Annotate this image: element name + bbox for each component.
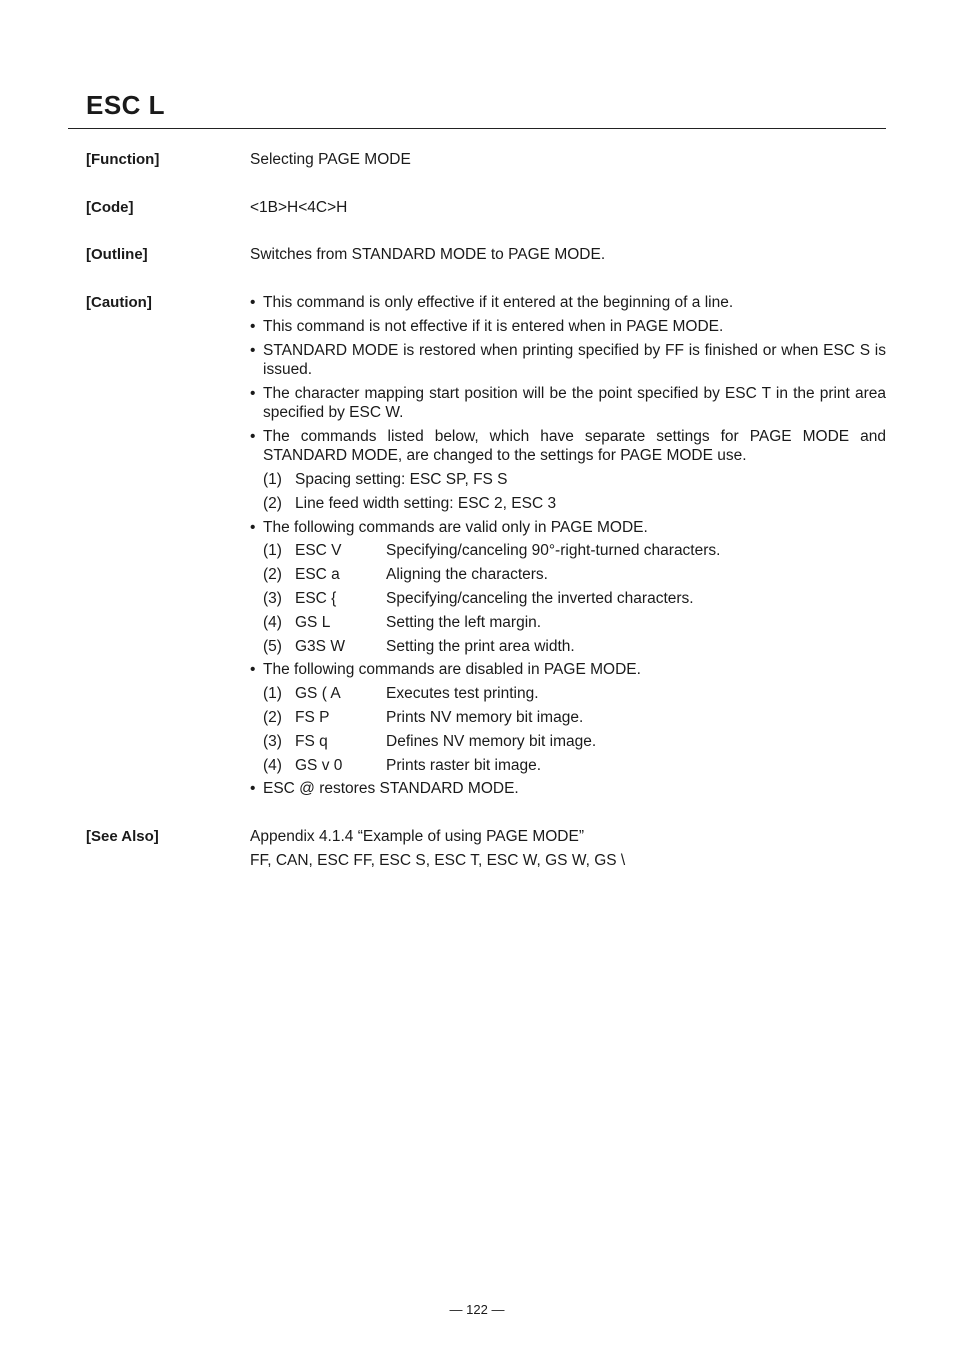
caution-item-text: The commands listed below, which have separate settings for PAGE MODE and STANDARD MODE, are changed to the settings for PAGE MODE use. [263, 428, 886, 464]
bullet-dot: • [250, 318, 256, 335]
caution-label: [Caution] [86, 294, 152, 311]
command-name: ESC a [295, 566, 340, 583]
see-also-line: Appendix 4.1.4 “Example of using PAGE MODE” [250, 828, 584, 845]
bullet-dot: • [250, 519, 256, 536]
command-name: G3S W [295, 638, 345, 655]
item-number: (4) [263, 757, 282, 774]
bullet-dot: • [250, 294, 256, 311]
command-description: Executes test printing. [386, 685, 539, 702]
item-number: (2) [263, 566, 282, 583]
see-also-label: [See Also] [86, 828, 159, 845]
outline-text: Switches from STANDARD MODE to PAGE MODE. [250, 246, 606, 263]
code-text: <1B>H<4C>H [250, 199, 348, 216]
command-description: Specifying/canceling 90°-right-turned characters. [386, 542, 721, 559]
title-divider [68, 128, 886, 129]
caution-item-text: This command is not effective if it is entered when in PAGE MODE. [263, 318, 724, 335]
command-description: Setting the left margin. [386, 614, 542, 631]
item-number: (1) [263, 471, 282, 488]
item-number: (3) [263, 733, 282, 750]
page-number: — 122 — [449, 1302, 505, 1317]
bullet-dot: • [250, 780, 256, 797]
command-name: FS P [295, 709, 330, 726]
caution-item-text: The following commands are disabled in PAGE MODE. [263, 661, 641, 678]
bullet-dot: • [250, 661, 256, 678]
command-description: Aligning the characters. [386, 566, 548, 583]
item-number: (3) [263, 590, 282, 607]
caution-item-text: STANDARD MODE is restored when printing specified by FF is finished or when ESC S is issued. [263, 342, 886, 378]
caution-item-text: ESC @ restores STANDARD MODE. [263, 780, 519, 797]
function-label: [Function] [86, 151, 160, 168]
code-label: [Code] [86, 199, 134, 216]
command-description: Prints raster bit image. [386, 757, 542, 774]
command-description: Prints NV memory bit image. [386, 709, 584, 726]
command-name: GS L [295, 614, 331, 631]
caution-item-text: The following commands are valid only in PAGE MODE. [263, 519, 648, 536]
outline-label: [Outline] [86, 246, 148, 263]
caution-item-text: The character mapping start position will be the point specified by ESC T in the print area specified by ESC W. [263, 385, 886, 421]
command-name: GS ( A [295, 685, 341, 702]
item-text: Spacing setting: ESC SP, FS S [295, 471, 508, 488]
bullet-dot: • [250, 428, 256, 445]
item-number: (4) [263, 614, 282, 631]
caution-item-text: This command is only effective if it entered at the beginning of a line. [263, 294, 734, 311]
item-number: (5) [263, 638, 282, 655]
command-description: Specifying/canceling the inverted characters. [386, 590, 694, 607]
item-number: (1) [263, 542, 282, 559]
bullet-dot: • [250, 385, 256, 402]
command-description: Setting the print area width. [386, 638, 575, 655]
item-number: (2) [263, 709, 282, 726]
command-name: GS v 0 [295, 757, 343, 774]
item-number: (1) [263, 685, 282, 702]
function-text: Selecting PAGE MODE [250, 151, 411, 168]
command-name: ESC { [295, 590, 337, 607]
command-name: ESC V [295, 542, 342, 559]
item-text: Line feed width setting: ESC 2, ESC 3 [295, 495, 557, 512]
bullet-dot: • [250, 342, 256, 359]
command-name: FS q [295, 733, 328, 750]
item-number: (2) [263, 495, 282, 512]
command-description: Defines NV memory bit image. [386, 733, 597, 750]
page-title: ESC L [86, 90, 166, 120]
see-also-line: FF, CAN, ESC FF, ESC S, ESC T, ESC W, GS W, GS \ [250, 852, 626, 869]
